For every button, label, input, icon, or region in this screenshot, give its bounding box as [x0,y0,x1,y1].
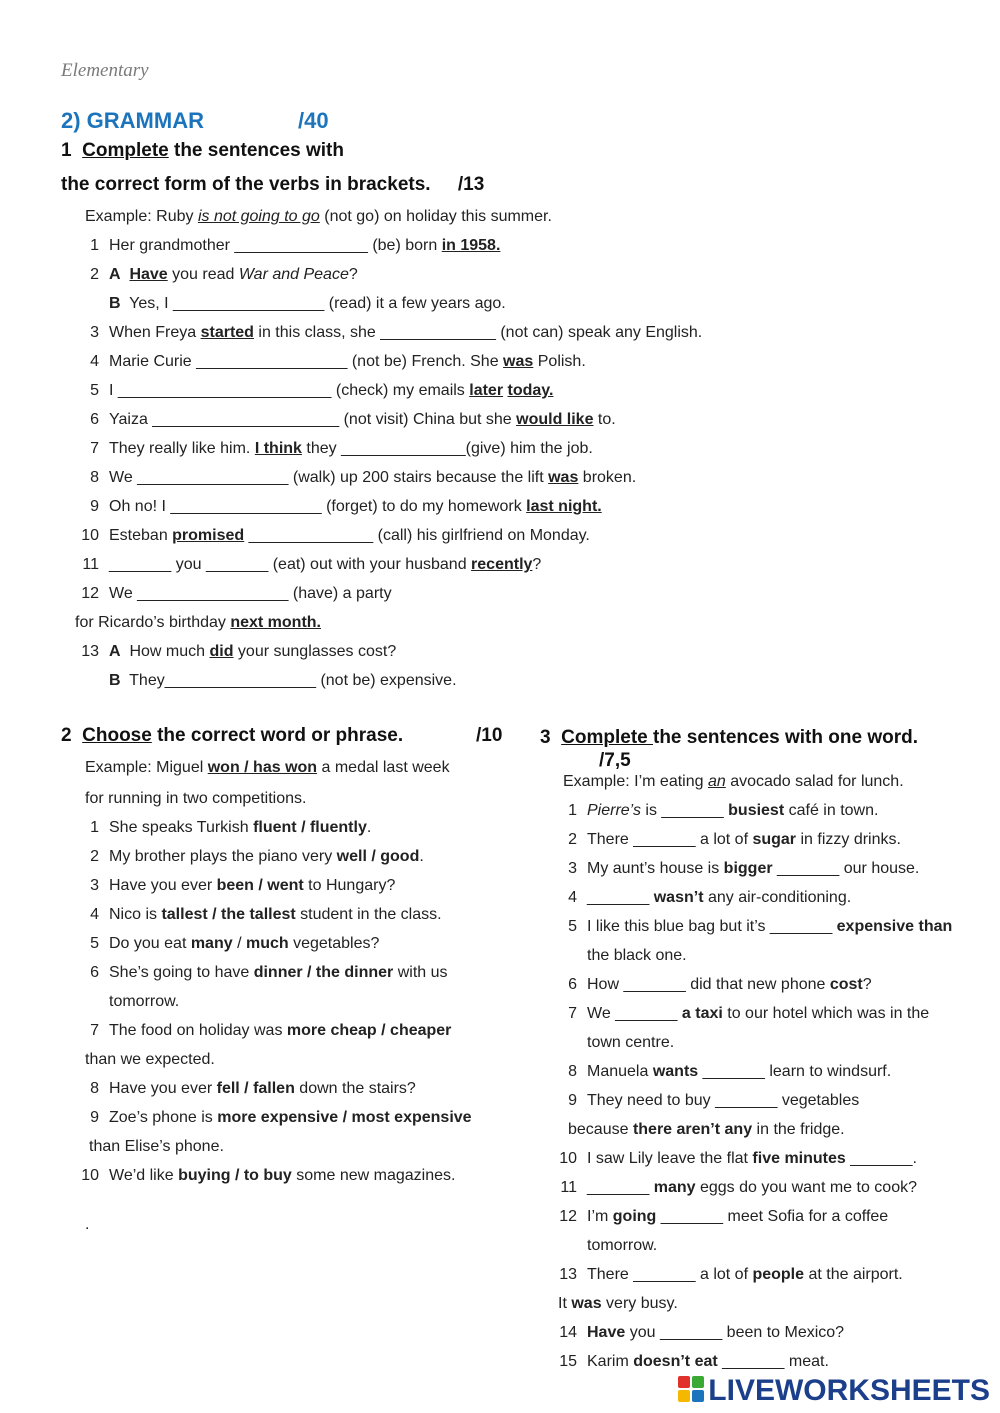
ex1-number: 1 [61,140,72,161]
ex3-item-10[interactable] [553,1150,917,1168]
item-keyword: was [503,353,534,370]
example-label: Example: Miguel [85,759,208,776]
ex3-item-2[interactable] [553,831,901,849]
ex1-item-1[interactable] [75,237,500,255]
ex2-number: 2 [61,725,72,746]
item-text: Nico is [109,906,162,923]
item-number: 12 [559,1208,577,1225]
item-text: Her grandmother _______________ (be) born [109,237,442,254]
item-keyword: next month. [230,614,321,631]
item-keyword: wants [652,1063,699,1080]
item-text: they ______________(give) him the job. [301,440,593,457]
item-text: ? [348,266,358,283]
ex2-item-8[interactable] [75,1080,416,1098]
ex1-item-12-cont [75,614,321,632]
item-text: _______ [587,1179,654,1196]
item-text: I like this blue bag but it’s _______ [587,918,837,935]
ex2-item-6-cont: tomorrow. [109,993,180,1010]
item-text: to. [593,411,616,428]
item-text: Yaiza _____________________ (not visit) China but she [109,411,517,428]
item-text: My aunt’s house is [587,860,724,877]
item-options[interactable]: well / good [336,848,420,865]
ex3-item-8[interactable] [553,1063,891,1081]
section-score: /40 [298,108,329,133]
item-number: 2 [90,266,99,283]
ex1-item-11[interactable] [75,556,541,574]
item-number: 8 [90,469,99,486]
ex1-item-13b[interactable] [109,672,457,690]
ex3-item-6[interactable] [553,976,872,994]
item-text: We _______ [587,1005,682,1022]
item-keyword: last night. [526,498,602,515]
stray-dot: . [85,1216,90,1233]
example-answer: an [707,773,726,790]
logo-badge-icon [678,1376,706,1404]
item-text: I’m [587,1208,613,1225]
item-options[interactable]: buying / to buy [178,1167,292,1184]
item-text: Have you ever [109,877,217,894]
item-text: is _______ [640,802,729,819]
item-number: 13 [81,643,99,660]
item-keyword: sugar [752,831,797,848]
ex3-item-3[interactable] [553,860,919,878]
ex2-heading [61,725,403,747]
ex3-item-9-cont [568,1121,845,1139]
item-text: She speaks Turkish [109,819,254,836]
speaker-b: B [109,295,121,312]
item-keyword: would like [516,411,594,428]
item-number: 9 [90,498,99,515]
item-text: at the airport. [804,1266,903,1283]
item-text: any air-conditioning. [703,889,852,906]
item-options[interactable]: dinner / the dinner [253,964,394,981]
item-text: to our hotel which was in the [722,1005,930,1022]
item-text: eggs do you want me to cook? [695,1179,917,1196]
item-text: . [419,848,424,865]
item-text: They need to buy _______ vegetables [587,1092,860,1109]
ex3-instruction-verb: Complete [561,727,653,748]
item-text: There _______ a lot of [587,831,753,848]
item-text: with us [393,964,448,981]
item-number: 3 [90,877,99,894]
item-number: 4 [90,353,99,370]
ex2-item-5[interactable] [75,935,379,953]
item-text: Oh no! I _________________ (forget) to do my homework [109,498,527,515]
example-label: Example: I’m eating [563,773,708,790]
item-number: 5 [90,935,99,952]
item-number: 5 [568,918,577,935]
ex3-item-12[interactable] [553,1208,888,1226]
item-number: 11 [82,556,99,573]
item-text: café in town. [784,802,879,819]
item-number: 10 [81,1167,99,1184]
item-number: 5 [90,382,99,399]
item-text: Polish. [533,353,586,370]
ex3-item-13-cont [558,1295,678,1313]
logo-text: LIVEWORKSHEETS [708,1374,990,1407]
item-text: My brother plays the piano very [109,848,337,865]
ex1-item-5[interactable] [75,382,553,400]
item-keyword: bigger [723,860,773,877]
item-text: She’s going to have [109,964,254,981]
item-text: for Ricardo’s birthday [75,614,231,631]
item-text: Karim [587,1353,634,1370]
item-keyword: today. [507,382,554,399]
item-keyword: wasn’t [653,889,704,906]
item-text: I ________________________ (check) my emails [109,382,470,399]
item-text: _______ [587,889,654,906]
ex1-item-9[interactable] [75,498,602,516]
item-text: Zoe’s phone is [109,1109,218,1126]
item-keyword: busiest [728,802,785,819]
item-text: you read [167,266,239,283]
item-number: 1 [90,819,99,836]
ex3-instruction-rest: the sentences with one word. [653,727,918,748]
ex3-item-13[interactable] [553,1266,903,1284]
level-label: Elementary [61,60,149,81]
item-keyword: was [571,1295,602,1312]
item-keyword: in 1958. [441,237,501,254]
item-number: 7 [90,1022,99,1039]
item-keyword: expensive than [836,918,953,935]
speaker-b: B [109,672,121,689]
ex3-score: /7,5 [599,750,631,771]
item-text: Manuela [587,1063,653,1080]
item-number: 6 [568,976,577,993]
item-number: 8 [568,1063,577,1080]
ex1-item-4[interactable] [75,353,586,371]
item-number: 3 [568,860,577,877]
item-text: They really like him. [109,440,255,457]
item-text: _______. [845,1150,917,1167]
ex1-instruction-line2: the correct form of the verbs in brackets. [61,174,431,195]
item-keyword: going [612,1208,657,1225]
item-keyword: did [209,643,234,660]
item-text: very busy. [601,1295,678,1312]
example-label: Example: Ruby [85,208,198,225]
item-number: 6 [90,411,99,428]
item-number: 4 [90,906,99,923]
item-title: War and Peace [238,266,349,283]
ex2-score: /10 [476,725,503,746]
item-text: some new magazines. [291,1167,456,1184]
item-keyword: many [653,1179,696,1196]
item-number: 7 [90,440,99,457]
item-options[interactable]: more cheap / cheaper [286,1022,452,1039]
item-text: Marie Curie _________________ (not be) French. She [109,353,504,370]
item-text: your sunglasses cost? [233,643,397,660]
item-keyword: doesn’t eat [633,1353,718,1370]
ex3-heading [540,727,918,749]
item-text: It [558,1295,572,1312]
item-name: Pierre’s [587,802,641,819]
item-options[interactable]: been / went [216,877,304,894]
item-text: There _______ a lot of [587,1266,753,1283]
item-text: / [232,935,246,952]
ex1-item-3[interactable] [75,324,702,342]
ex3-item-1[interactable] [553,802,878,820]
ex3-item-11[interactable] [553,1179,917,1197]
ex3-item-7[interactable] [553,1005,929,1023]
item-number: 10 [81,527,99,544]
ex1-example [85,208,552,226]
item-number: 9 [90,1109,99,1126]
ex2-instruction-verb: Choose [82,725,152,746]
example-answer: is not going to go [197,208,320,225]
ex3-item-15[interactable] [553,1353,829,1371]
item-text: Yes, I _________________ (read) it a few years ago. [129,295,506,312]
item-number: 6 [90,964,99,981]
ex2-item-1[interactable] [75,819,371,837]
ex3-item-5[interactable] [553,918,952,936]
ex2-item-7[interactable] [75,1022,451,1040]
item-text: How _______ did that new phone [587,976,830,993]
ex1-score: /13 [457,174,485,195]
ex1-item-2b[interactable] [109,295,506,313]
item-text: in fizzy drinks. [796,831,901,848]
item-text: you _______ been to Mexico? [625,1324,845,1341]
ex1-heading [61,140,344,162]
ex3-item-12-cont: tomorrow. [587,1237,658,1254]
item-option[interactable]: much [245,935,289,952]
item-keyword: cost [829,976,863,993]
item-keyword: people [752,1266,805,1283]
item-options[interactable]: tallest / the tallest [161,906,296,923]
item-text: _______ meet Sofia for a coffee [656,1208,889,1225]
item-options[interactable]: fluent / fluently [253,819,367,836]
item-keyword: I think [254,440,302,457]
item-text: vegetables? [288,935,380,952]
ex2-item-10[interactable] [75,1167,455,1185]
item-text: We’d like [109,1167,179,1184]
item-text: We _________________ (walk) up 200 stairs because the lift [109,469,549,486]
item-text: student in the class. [295,906,442,923]
item-number: 7 [568,1005,577,1022]
ex3-number: 3 [540,727,551,748]
ex2-item-6[interactable] [75,964,448,982]
item-number: 12 [81,585,99,602]
ex1-heading-line2 [61,174,484,196]
item-text: because [568,1121,633,1138]
liveworksheets-logo[interactable] [678,1374,990,1408]
item-text: I saw Lily leave the flat [587,1150,753,1167]
item-text: in this class, she _____________ (not can) speak any English. [253,324,703,341]
ex1-item-7[interactable] [75,440,593,458]
example-rest: (not go) on holiday this summer. [319,208,552,225]
item-number: 3 [90,324,99,341]
section-title: 2) GRAMMAR [61,108,204,133]
ex1-item-12[interactable] [75,585,392,603]
item-keyword: recently [471,556,533,573]
ex3-item-4[interactable] [553,889,851,907]
item-number: 8 [90,1080,99,1097]
item-keyword: later [469,382,504,399]
item-text: ? [532,556,542,573]
speaker-a: A [109,643,121,660]
item-keyword: was [548,469,579,486]
ex2-instruction-rest: the correct word or phrase. [151,725,404,746]
item-keyword: Have [129,266,168,283]
item-text: to Hungary? [303,877,396,894]
item-number: 2 [568,831,577,848]
example-rest: a medal last week [317,759,450,776]
item-text: Esteban [109,527,173,544]
item-number: 14 [559,1324,577,1341]
example-answer: won / has won [207,759,318,776]
item-number: 4 [568,889,577,906]
item-number: 15 [559,1353,577,1370]
item-text: ______________ (call) his girlfriend on Monday. [244,527,590,544]
item-text: The food on holiday was [109,1022,287,1039]
item-keyword: there aren’t any [632,1121,753,1138]
ex2-item-9-cont: than Elise’s phone. [89,1138,224,1155]
example-rest: avocado salad for lunch. [725,773,904,790]
item-options[interactable]: more expensive / most expensive [217,1109,472,1126]
item-text: ? [862,976,872,993]
item-text: We _________________ (have) a party [109,585,392,602]
item-keyword: five minutes [752,1150,846,1167]
ex3-item-9[interactable] [553,1092,859,1110]
ex1-item-10[interactable] [75,527,590,545]
speaker-a: A [109,266,121,283]
item-keyword: started [200,324,254,341]
ex1-instruction-verb: Complete [82,140,169,161]
ex2-example [85,759,450,777]
ex2-item-4[interactable] [75,906,442,924]
item-text: _______ our house. [772,860,920,877]
item-number: 1 [568,802,577,819]
item-option[interactable]: many [190,935,233,952]
item-keyword: Have [587,1324,626,1341]
item-text: Have you ever [109,1080,217,1097]
ex3-item-7-cont: town centre. [587,1034,675,1051]
item-number: 11 [560,1179,577,1196]
item-number: 10 [559,1150,577,1167]
item-text: broken. [578,469,637,486]
ex2-item-2[interactable] [75,848,424,866]
ex1-instruction-rest: the sentences with [174,140,344,161]
item-keyword: promised [172,527,245,544]
item-text: _______ meat. [717,1353,829,1370]
ex3-item-14[interactable] [553,1324,844,1342]
ex1-item-6[interactable] [75,411,616,429]
ex3-item-5-cont: the black one. [587,947,687,964]
item-number: 2 [90,848,99,865]
item-options[interactable]: fell / fallen [216,1080,295,1097]
item-text: How much [129,643,210,660]
item-keyword: a taxi [681,1005,723,1022]
ex2-item-7-cont: than we expected. [85,1051,215,1068]
ex1-item-13a[interactable] [75,643,396,661]
ex2-item-9[interactable] [75,1109,472,1127]
ex2-example-line2: for running in two competitions. [85,790,307,807]
item-text: in the fridge. [752,1121,845,1138]
item-text: Do you eat [109,935,191,952]
item-text: _______ you _______ (eat) out with your husband [109,556,472,573]
item-text: . [366,819,372,836]
item-text: _______ learn to windsurf. [698,1063,892,1080]
item-text: They_________________ (not be) expensive. [129,672,457,689]
ex1-item-8[interactable] [75,469,636,487]
ex3-example [563,773,904,791]
item-text: down the stairs? [294,1080,416,1097]
ex2-item-3[interactable] [75,877,395,895]
ex1-item-2a[interactable] [75,266,358,284]
item-text: When Freya [109,324,201,341]
item-number: 9 [568,1092,577,1109]
item-number: 1 [90,237,99,254]
item-number: 13 [559,1266,577,1283]
